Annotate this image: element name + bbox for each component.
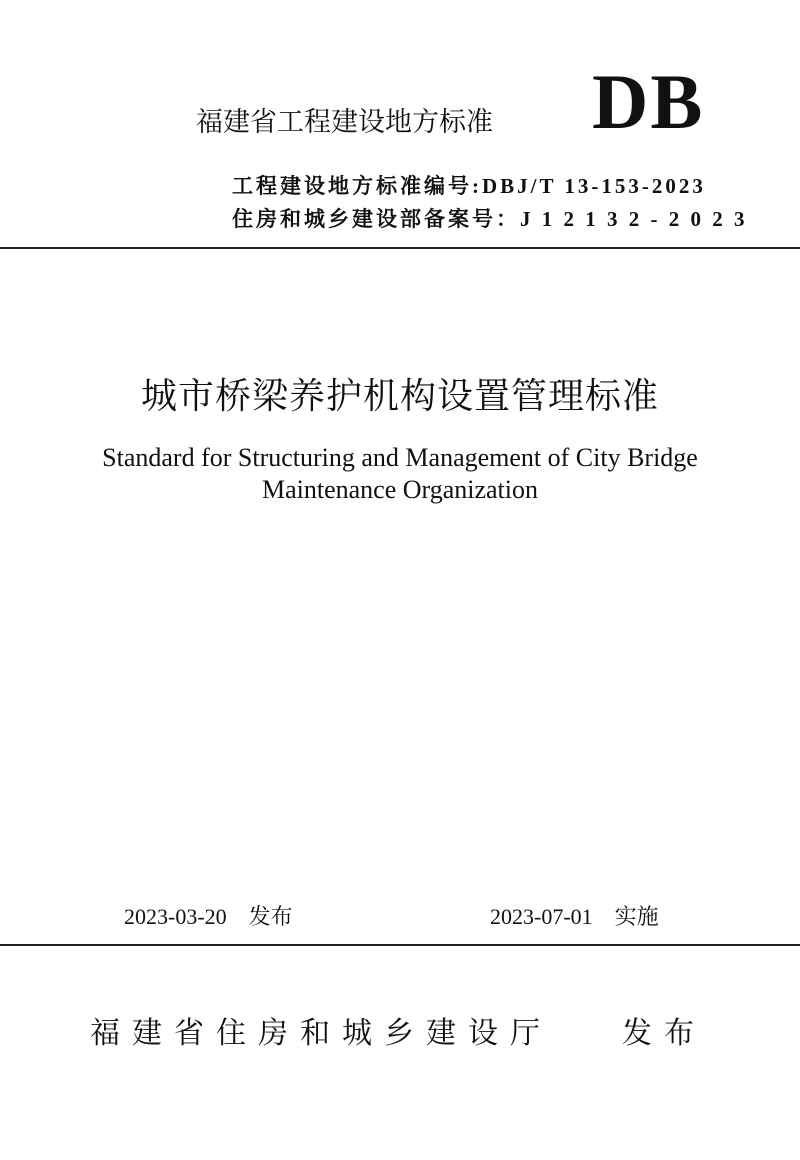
issue-label: 发布 bbox=[248, 904, 293, 929]
issuer: 福建省住房和城乡建设厅 bbox=[90, 1017, 552, 1050]
top-divider bbox=[0, 247, 800, 249]
effective-label: 实施 bbox=[614, 904, 659, 929]
title-english-line1: Standard for Structuring and Management of City Bridge bbox=[102, 443, 698, 472]
standard-number-label: 工程建设地方标准编号: bbox=[232, 174, 482, 198]
title-chinese: 城市桥梁养护机构设置管理标准 bbox=[140, 375, 659, 416]
effective-date-value: 2023-07-01 bbox=[490, 904, 593, 929]
record-number-value: J 1 2 1 3 2 - 2 0 2 3 bbox=[520, 207, 748, 231]
bottom-divider bbox=[0, 944, 800, 946]
issue-date bbox=[124, 900, 293, 931]
db-logo: DB bbox=[592, 58, 705, 145]
record-number bbox=[232, 203, 748, 233]
issuer-action: 发布 bbox=[622, 1017, 706, 1050]
standard-number-value: DBJ/T 13-153-2023 bbox=[482, 174, 706, 198]
effective-date bbox=[490, 900, 659, 931]
standard-series: 福建省工程建设地方标准 bbox=[196, 107, 493, 137]
title-english-line2: Maintenance Organization bbox=[261, 475, 539, 504]
record-number-label: 住房和城乡建设部备案号： bbox=[232, 207, 520, 231]
standard-number bbox=[232, 170, 706, 200]
issue-date-value: 2023-03-20 bbox=[124, 904, 227, 929]
title-english bbox=[0, 442, 800, 506]
